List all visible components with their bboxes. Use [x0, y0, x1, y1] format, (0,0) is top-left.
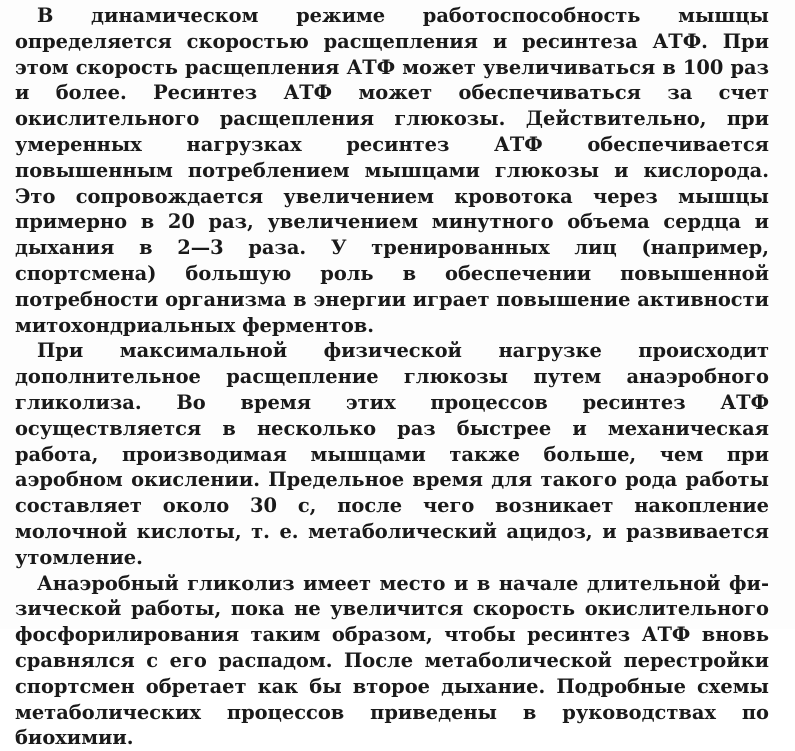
paragraph-atp-resynthesis: В динамическом режиме работоспособность мышцы определяется скоростью расщепления и ресинтеза АТФ. При этом скорость расщепления АТФ может увеличиваться в 100 раз и более. Ресинтез АТФ может обеспечиваться за счет окислительного расщепления глюкозы. Действительно, при умеренных нагрузках ресинтез АТФ обеспечивается повышенным потреблением мышцами глюкозы и кислорода. Это сопровождается увеличением кровотока через мышцы примерно в 20 раз, увеличением минутного объема сердца и дыхания в 2—3 раза. У тренированных лиц (например, спортсмена) большую роль в обеспечении повышенной потребности организма в энергии играет повышение активности митохондриальных ферментов.	[15, 4, 769, 337]
paragraph-anaerobic-glycolysis: При максимальной физической нагрузке происходит дополнительное расщепление глюкозы путем анаэробного гликолиза. Во время этих процессов ресинтез АТФ осуществляется в несколько раз быстрее и механическая работа, производимая мышцами также больше, чем при аэробном окислении. Предельное время для такого рода работы составляет около 30 с, после чего возникает накопление молочной кислоты, т. е. метаболический ацидоз, и развивается утомление.	[15, 339, 769, 569]
paragraph-second-wind: Анаэробный гликолиз имеет место и в начале длительной физической работы, пока не увеличится скорость окислительного фосфорилирования таким образом, чтобы ресинтез АТФ вновь сравнялся с его распадом. После метаболической перестройки спортсмен обретает как бы второе дыхание. Подробные схемы метаболических процессов приведены в руководствах по биохимии.	[15, 571, 769, 750]
